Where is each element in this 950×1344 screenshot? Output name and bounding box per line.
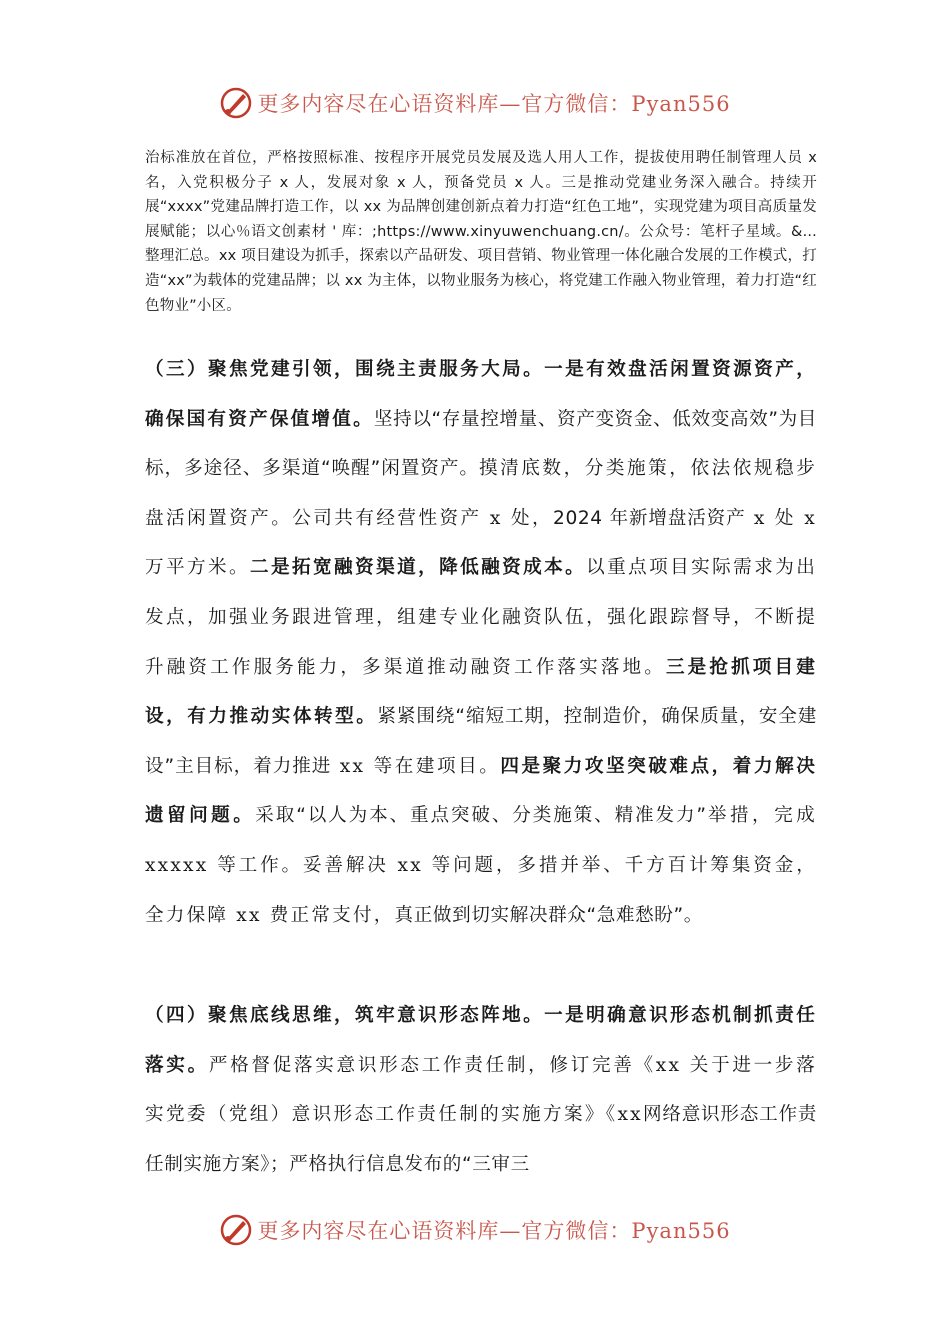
section-3-point-2: 二是拓宽融资渠道，降低融资成本。 <box>250 557 587 579</box>
section-4-paragraph <box>145 991 817 1189</box>
watermark-text: 更多内容尽在心语资料库—官方微信：Pyan556 <box>257 1219 731 1243</box>
section-3-text-2: 摸清底数，分类施策，依法依规稳步盘活闲置资产。公司共有经营性资产 x 处， <box>145 458 817 529</box>
section-3-paragraph <box>145 345 817 940</box>
section-3-text-10: 真正做到切实解决群众“急难愁盼”。 <box>394 904 703 926</box>
section-3-text-4: x 处 x 万平方米。 <box>145 507 817 579</box>
brush-logo-icon <box>219 86 253 120</box>
section-3-text-6: 紧紧围绕“缩短工期，控制造价，确保质量，安全建设”主目标，着力推进 <box>145 706 818 777</box>
section-3-point-1: 一是有效盘活闲置资源资产，确保国有资产保值增值。 <box>145 359 817 430</box>
brush-logo-icon <box>219 1213 253 1247</box>
section-4-point-1: 一是明确意识形态机制抓责任落实。 <box>145 1005 817 1076</box>
section-4-text-2: 网络意识形态工作责任制实施方案》；严格执行信息发布的“三审三 <box>145 1104 817 1175</box>
section-3-text-8: 采取“以人为本、重点突破、分类施策、精准发力” <box>255 805 707 827</box>
section-3-text-7: xx 等在建项目。 <box>331 755 501 777</box>
intro-paragraph: 治标准放在首位，严格按照标准、按程序开展党员发展及选人用人工作，提拔使用聘任制管理人员 x 名，入党积极分子 x 人，发展对象 x 人，预备党员 x 人。三是推动党建业务深入融合。持续开展“xxxx”党建品牌打造工作，以 xx 为品牌创建创新点着力打造“红色工地”，实现党建为项目高质量发展赋能；以心％语文创素材 ' 库：;https://www.xinyuwenchuang.cn/。公众号：笔杆子星域。&...整理汇总。xx 项目建设为抓手，探索以产品研发、项目营销、物业管理一体化融合发展的工作模式，打造“xx”为载体的党建品牌；以 xx 为主体，以物业服务为核心，将党建工作融入物业管理，着力打造“红色物业”小区。 <box>145 150 817 314</box>
watermark-text: 更多内容尽在心语资料库—官方微信：Pyan556 <box>257 92 731 116</box>
section-3-text-1: 坚持以“存量控增量、资产变资金、低效变高效”为目标，多途径、多渠道“唤醒”闲置资产。 <box>145 408 817 480</box>
section-3-heading: （三）聚焦党建引领，围绕主责服务大局。 <box>145 359 545 380</box>
section-3-point-4: 四是聚力攻坚突破难点，着力解决遗留问题。 <box>145 755 817 827</box>
section-4-heading: （四）聚焦底线思维，筑牢意识形态阵地。 <box>145 1005 545 1026</box>
watermark-header <box>0 86 950 120</box>
section-3-text-3: 2024 年新增盘活资产 <box>553 507 746 529</box>
section-3-point-3: 三是抢抓项目建设，有力推动实体转型。 <box>145 656 817 728</box>
section-3-text-9: 举措，完成 xxxxx 等工作。妥善解决 xx 等问题，多措并举、千方百计筹集资金，全力保障 xx 费正常支付， <box>145 805 817 926</box>
section-4-text-1: 严格督促落实意识形态工作责任制，修订完善《xx 关于进一步落实党委（党组）意识形态工作责任制的实施方案》《xx <box>145 1054 817 1126</box>
section-3-text-5: 以重点项目实际需求为出发点，加强业务跟进管理，组建专业化融资队伍，强化跟踪督导，不断提升融资工作服务能力，多渠道推动融资工作落实落地。 <box>145 557 817 678</box>
watermark-footer <box>0 1213 950 1247</box>
